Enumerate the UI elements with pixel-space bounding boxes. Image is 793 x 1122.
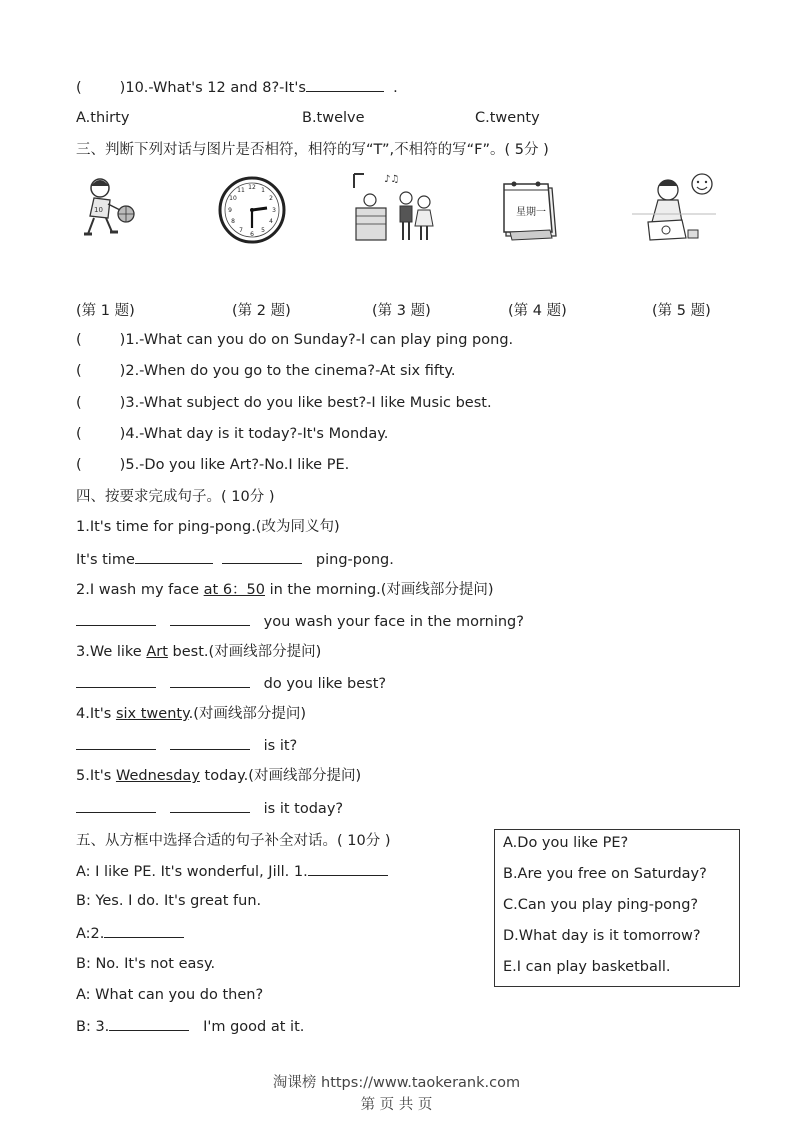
svg-text:3: 3 <box>272 207 276 214</box>
svg-text:12: 12 <box>248 184 256 191</box>
answer-blank[interactable] <box>170 798 250 813</box>
dialog-text: B: 3. <box>76 1019 110 1035</box>
question-text: 10.-What's 12 and 8?-It's <box>125 80 306 96</box>
caption-1: (第 1 题) <box>76 303 135 319</box>
judge-item-text: 4.-What day is it today?-It's Monday. <box>125 426 389 442</box>
rewrite-a3 <box>76 673 386 694</box>
svg-text:5: 5 <box>261 227 265 234</box>
question-text: today.(对画线部分提问) <box>199 768 362 784</box>
answer-suffix: ping-pong. <box>315 552 394 568</box>
svg-text:9: 9 <box>228 207 232 214</box>
svg-text:8: 8 <box>231 218 235 225</box>
option-a: A.Do you like PE? <box>503 835 629 851</box>
dialog-line-6 <box>76 1016 304 1037</box>
answer-blank[interactable] <box>109 1016 189 1031</box>
underlined-part: six twenty <box>115 706 189 722</box>
choice-a: A.thirty <box>76 110 130 126</box>
dialog-line-5: A: What can you do then? <box>76 987 264 1003</box>
answer-blank[interactable] <box>306 77 384 92</box>
answer-blank[interactable] <box>76 735 156 750</box>
svg-text:10: 10 <box>229 195 237 202</box>
girl-drawing-illustration <box>632 170 716 250</box>
svg-text:7: 7 <box>239 227 243 234</box>
dialog-line-1 <box>76 861 388 882</box>
question-text: .(对画线部分提问) <box>188 706 307 722</box>
judge-item-3: ( )3.-What subject do you like best?-I like Music best. <box>76 395 492 411</box>
judge-item-text: 5.-Do you like Art?-No.I like PE. <box>125 457 350 473</box>
choice-c: C.twenty <box>475 110 540 126</box>
answer-blank[interactable] <box>135 549 213 564</box>
dialog-line-3 <box>76 923 184 944</box>
answer-blank[interactable] <box>76 798 156 813</box>
answer-blank[interactable] <box>76 611 156 626</box>
section-3-heading: 三、判断下列对话与图片是否相符，相符的写“T”,不相符的写“F”。( 5分 ) <box>76 142 549 158</box>
dialog-line-4: B: No. It's not easy. <box>76 956 216 972</box>
question-text: best.(对画线部分提问) <box>167 644 322 660</box>
judge-item-text: 2.-When do you go to the cinema?-At six fifty. <box>125 363 456 379</box>
svg-text:11: 11 <box>237 187 245 194</box>
judge-item-4: ( )4.-What day is it today?-It's Monday. <box>76 426 389 442</box>
answer-suffix: is it? <box>263 738 298 754</box>
rewrite-a4 <box>76 735 297 756</box>
dialog-text: A: I like PE. It's wonderful, Jill. 1. <box>76 864 308 880</box>
section-4-heading: 四、按要求完成句子。( 10分 ) <box>76 489 275 505</box>
choice-b: B.twelve <box>302 110 365 126</box>
question-10 <box>76 77 398 98</box>
calendar-illustration <box>500 180 560 244</box>
judge-item-text: 1.-What can you do on Sunday?-I can play ping pong. <box>125 332 514 348</box>
answer-blank[interactable] <box>76 673 156 688</box>
question-text: 3.We like <box>76 644 147 660</box>
svg-text:♪♫: ♪♫ <box>384 174 400 185</box>
answer-paren-close: ) <box>119 80 126 96</box>
option-d: D.What day is it tomorrow? <box>503 928 701 944</box>
rewrite-a1 <box>76 549 394 570</box>
option-c: C.Can you play ping-pong? <box>503 897 699 913</box>
footer-page: 第 页 共 页 <box>360 1097 433 1113</box>
underlined-part: Art <box>146 644 168 660</box>
rewrite-q4 <box>76 704 306 724</box>
rewrite-q5 <box>76 766 361 786</box>
answer-suffix: is it today? <box>263 801 344 817</box>
rewrite-a2 <box>76 611 524 632</box>
svg-text:4: 4 <box>269 218 273 225</box>
option-b: B.Are you free on Saturday? <box>503 866 707 882</box>
svg-text:1: 1 <box>261 187 265 194</box>
answer-suffix: do you like best? <box>263 676 387 692</box>
svg-text:10: 10 <box>94 206 103 214</box>
calendar-label: 星期一 <box>516 207 546 218</box>
answer-blank[interactable] <box>170 673 250 688</box>
footer-site: 淘课榜 https://www.taokerank.com <box>272 1075 521 1091</box>
music-room-illustration <box>350 170 442 248</box>
caption-4: (第 4 题) <box>508 303 567 319</box>
question-text: 4.It's <box>76 706 116 722</box>
svg-text:2: 2 <box>269 195 273 202</box>
question-text: 2.I wash my face <box>76 582 204 598</box>
basketball-boy-illustration <box>80 174 142 246</box>
section-5-heading: 五、从方框中选择合适的句子补全对话。( 10分 ) <box>76 833 391 849</box>
caption-3: (第 3 题) <box>372 303 431 319</box>
dialog-text: I'm good at it. <box>203 1019 305 1035</box>
answer-blank[interactable] <box>170 735 250 750</box>
judge-item-1: ( )1.-What can you do on Sunday?-I can play ping pong. <box>76 332 514 348</box>
options-box <box>494 829 740 987</box>
answer-prefix: It's time <box>76 552 135 568</box>
answer-blank[interactable] <box>104 923 184 938</box>
answer-blank[interactable] <box>308 861 388 876</box>
question-text: 5.It's <box>76 768 116 784</box>
answer-blank[interactable] <box>170 611 250 626</box>
dialog-line-2: B: Yes. I do. It's great fun. <box>76 893 262 909</box>
question-text: in the morning.(对画线部分提问) <box>265 582 494 598</box>
svg-text:6: 6 <box>250 231 254 238</box>
answer-blank[interactable] <box>222 549 302 564</box>
rewrite-q2 <box>76 580 494 600</box>
option-e: E.I can play basketball. <box>503 959 671 975</box>
underlined-part: Wednesday <box>115 768 200 784</box>
judge-item-2: ( )2.-When do you go to the cinema?-At six fifty. <box>76 363 456 379</box>
question-tail: . <box>393 80 398 96</box>
answer-paren-open: ( <box>76 80 82 96</box>
rewrite-q3 <box>76 642 321 662</box>
dialog-text: A:2. <box>76 926 105 942</box>
judge-item-5: ( )5.-Do you like Art?-No.I like PE. <box>76 457 350 473</box>
underlined-part: at 6：50 <box>203 582 265 598</box>
answer-suffix: you wash your face in the morning? <box>263 614 524 630</box>
rewrite-a5 <box>76 798 343 819</box>
caption-2: (第 2 题) <box>232 303 291 319</box>
judge-item-text: 3.-What subject do you like best?-I like Music best. <box>125 395 492 411</box>
clock-illustration <box>218 176 286 244</box>
rewrite-q1: 1.It's time for ping-pong.(改为同义句) <box>76 519 340 535</box>
caption-5: (第 5 题) <box>652 303 711 319</box>
